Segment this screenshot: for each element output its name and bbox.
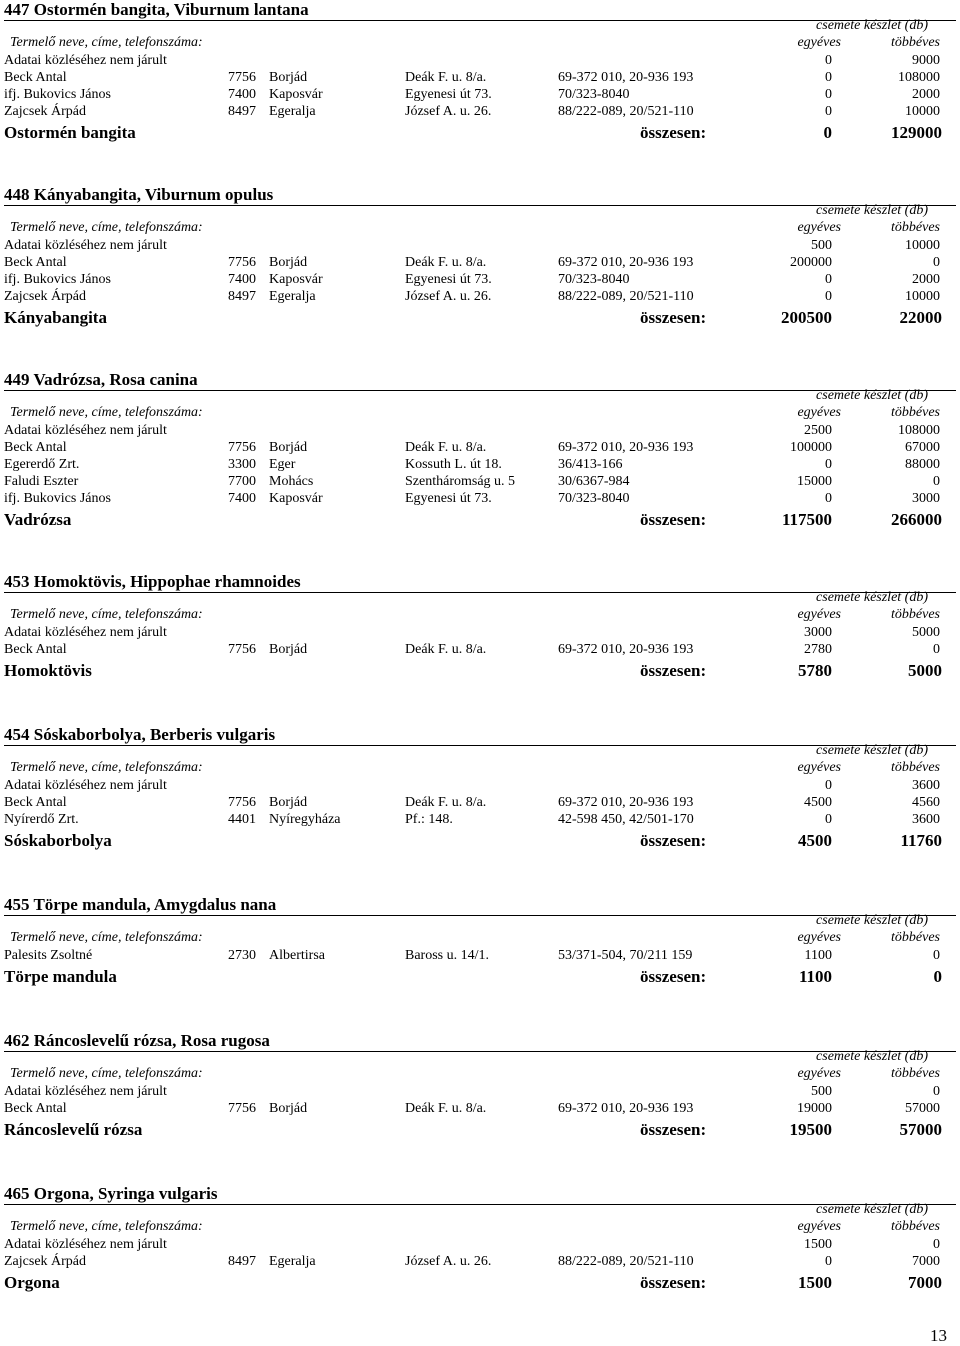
table-row — [4, 103, 956, 120]
street-address: Deák F. u. 8/a. — [405, 1101, 487, 1116]
section-title: 453 Homoktövis, Hippophae rhamnoides — [4, 572, 301, 591]
multi-year-count: 10000 — [905, 104, 940, 119]
producer-header: Termelő neve, címe, telefonszáma: — [10, 607, 203, 622]
producer-header: Termelő neve, címe, telefonszáma: — [10, 1066, 203, 1081]
total-label: összesen: — [640, 123, 707, 142]
producer-header: Termelő neve, címe, telefonszáma: — [10, 1219, 203, 1234]
table-row — [4, 811, 956, 828]
one-year-count: 4500 — [804, 795, 832, 810]
table-row — [4, 439, 956, 456]
one-year-count: 0 — [825, 53, 832, 68]
multi-year-header: többéves — [891, 1219, 940, 1234]
city: Albertirsa — [269, 948, 325, 963]
one-year-count: 0 — [825, 1254, 832, 1269]
column-header-row — [4, 760, 956, 776]
street-address: József A. u. 26. — [405, 104, 492, 119]
column-header-row — [4, 1066, 956, 1082]
total-multi-year: 11760 — [900, 831, 942, 850]
table-row — [4, 271, 956, 288]
multi-year-count: 4560 — [912, 795, 940, 810]
phone-number: 53/371-504, 70/211 159 — [558, 948, 693, 963]
producer-name: Nyírerdő Zrt. — [4, 812, 79, 827]
multi-year-count: 7000 — [912, 1254, 940, 1269]
column-header-row — [4, 405, 956, 421]
total-row — [4, 307, 956, 329]
city: Borjád — [269, 795, 308, 810]
multi-year-count: 9000 — [912, 53, 940, 68]
producer-name: Zajcsek Árpád — [4, 289, 87, 304]
total-row — [4, 122, 956, 144]
total-label: összesen: — [640, 308, 707, 327]
producer-name: Adatai közléséhez nem járult — [4, 625, 167, 640]
page-number: 13 — [930, 1326, 947, 1345]
multi-year-header: többéves — [891, 930, 940, 945]
multi-year-header: többéves — [891, 220, 940, 235]
table-row — [4, 52, 956, 69]
one-year-count: 15000 — [797, 474, 832, 489]
multi-year-count: 2000 — [912, 87, 940, 102]
total-row — [4, 660, 956, 682]
one-year-count: 0 — [825, 457, 832, 472]
column-header-row — [4, 220, 956, 236]
producer-name: Beck Antal — [4, 642, 67, 657]
city: Borjád — [269, 255, 308, 270]
multi-year-count: 108000 — [898, 70, 940, 85]
total-row — [4, 966, 956, 988]
column-header-row — [4, 35, 956, 51]
producer-header: Termelő neve, címe, telefonszáma: — [10, 220, 203, 235]
postal-code: 7756 — [228, 70, 256, 85]
table-row — [4, 86, 956, 103]
phone-number: 69-372 010, 20-936 193 — [558, 642, 694, 657]
producer-name: Adatai közléséhez nem járult — [4, 778, 167, 793]
total-label: összesen: — [640, 1273, 707, 1292]
producer-name: Zajcsek Árpád — [4, 104, 87, 119]
one-year-header: egyéves — [797, 930, 841, 945]
postal-code: 7756 — [228, 795, 256, 810]
postal-code: 7756 — [228, 255, 256, 270]
total-one-year: 19500 — [789, 1120, 832, 1139]
section-title: 447 Ostormén bangita, Viburnum lantana — [4, 0, 309, 19]
street-address: Egyenesi út 73. — [405, 491, 492, 506]
street-address: Egyenesi út 73. — [405, 272, 492, 287]
stock-header: csemete készlet (db) — [816, 1049, 928, 1064]
table-row — [4, 641, 956, 658]
one-year-count: 3000 — [804, 625, 832, 640]
multi-year-count: 3600 — [912, 812, 940, 827]
total-one-year: 1500 — [798, 1273, 832, 1292]
total-multi-year: 5000 — [908, 661, 942, 680]
column-header-row — [4, 1219, 956, 1235]
street-address: Deák F. u. 8/a. — [405, 255, 487, 270]
phone-number: 88/222-089, 20/521-110 — [558, 289, 694, 304]
total-label: összesen: — [640, 831, 707, 850]
street-address: József A. u. 26. — [405, 289, 492, 304]
city: Borjád — [269, 440, 308, 455]
one-year-count: 0 — [825, 289, 832, 304]
street-address: Kossuth L. út 18. — [405, 457, 502, 472]
producer-name: Faludi Eszter — [4, 474, 79, 489]
phone-number: 36/413-166 — [558, 457, 623, 472]
producer-name: Adatai közléséhez nem járult — [4, 1237, 167, 1252]
section-title: 454 Sóskaborbolya, Berberis vulgaris — [4, 725, 276, 744]
postal-code: 7400 — [228, 272, 256, 287]
multi-year-count: 108000 — [898, 423, 940, 438]
city: Borjád — [269, 1101, 308, 1116]
total-one-year: 4500 — [798, 831, 832, 850]
stock-header: csemete készlet (db) — [816, 203, 928, 218]
table-row — [4, 777, 956, 794]
phone-number: 42-598 450, 42/501-170 — [558, 812, 694, 827]
table-row — [4, 1236, 956, 1253]
total-one-year: 200500 — [781, 308, 832, 327]
producer-name: Palesits Zsoltné — [4, 948, 93, 963]
one-year-count: 500 — [811, 1084, 832, 1099]
one-year-count: 0 — [825, 104, 832, 119]
one-year-count: 19000 — [797, 1101, 832, 1116]
table-row — [4, 1083, 956, 1100]
street-address: Deák F. u. 8/a. — [405, 642, 487, 657]
one-year-count: 0 — [825, 87, 832, 102]
producer-name: ifj. Bukovics János — [4, 272, 111, 287]
postal-code: 7700 — [228, 474, 256, 489]
one-year-header: egyéves — [797, 220, 841, 235]
multi-year-count: 0 — [933, 948, 940, 963]
table-row — [4, 624, 956, 641]
total-label: összesen: — [640, 967, 707, 986]
multi-year-count: 10000 — [905, 289, 940, 304]
street-address: Deák F. u. 8/a. — [405, 70, 487, 85]
producer-name: ifj. Bukovics János — [4, 491, 111, 506]
section-title: 455 Törpe mandula, Amygdalus nana — [4, 895, 277, 914]
one-year-count: 100000 — [790, 440, 832, 455]
producer-name: Beck Antal — [4, 795, 67, 810]
producer-name: Beck Antal — [4, 1101, 67, 1116]
column-header-row — [4, 607, 956, 623]
multi-year-count: 3000 — [912, 491, 940, 506]
stock-header: csemete készlet (db) — [816, 913, 928, 928]
multi-year-count: 0 — [933, 255, 940, 270]
producer-name: Adatai közléséhez nem járult — [4, 53, 167, 68]
postal-code: 2730 — [228, 948, 256, 963]
total-name: Sóskaborbolya — [4, 831, 112, 850]
one-year-count: 0 — [825, 812, 832, 827]
one-year-header: egyéves — [797, 405, 841, 420]
city: Kaposvár — [269, 272, 323, 287]
one-year-header: egyéves — [797, 1219, 841, 1234]
phone-number: 70/323-8040 — [558, 87, 630, 102]
one-year-header: egyéves — [797, 1066, 841, 1081]
one-year-count: 0 — [825, 70, 832, 85]
table-row — [4, 1253, 956, 1270]
table-row — [4, 794, 956, 811]
city: Eger — [269, 457, 296, 472]
total-name: Ráncoslevelű rózsa — [4, 1120, 143, 1139]
total-label: összesen: — [640, 661, 707, 680]
city: Kaposvár — [269, 491, 323, 506]
one-year-count: 1100 — [804, 948, 832, 963]
one-year-count: 0 — [825, 778, 832, 793]
phone-number: 30/6367-984 — [558, 474, 630, 489]
one-year-count: 500 — [811, 238, 832, 253]
table-row — [4, 490, 956, 507]
producer-name: Beck Antal — [4, 70, 67, 85]
city: Egeralja — [269, 104, 316, 119]
producer-name: Beck Antal — [4, 440, 67, 455]
phone-number: 70/323-8040 — [558, 272, 630, 287]
multi-year-count: 0 — [933, 1084, 940, 1099]
producer-name: ifj. Bukovics János — [4, 87, 111, 102]
street-address: Deák F. u. 8/a. — [405, 440, 487, 455]
street-address: Deák F. u. 8/a. — [405, 795, 487, 810]
stock-header: csemete készlet (db) — [816, 1202, 928, 1217]
total-row — [4, 509, 956, 531]
multi-year-header: többéves — [891, 405, 940, 420]
multi-year-count: 88000 — [905, 457, 940, 472]
table-row — [4, 947, 956, 964]
city: Nyíregyháza — [269, 812, 341, 827]
producer-header: Termelő neve, címe, telefonszáma: — [10, 930, 203, 945]
table-row — [4, 1100, 956, 1117]
postal-code: 8497 — [228, 104, 256, 119]
one-year-header: egyéves — [797, 760, 841, 775]
city: Borjád — [269, 642, 308, 657]
one-year-header: egyéves — [797, 607, 841, 622]
total-label: összesen: — [640, 510, 707, 529]
postal-code: 3300 — [228, 457, 256, 472]
total-label: összesen: — [640, 1120, 707, 1139]
total-multi-year: 266000 — [891, 510, 942, 529]
total-name: Homoktövis — [4, 661, 92, 680]
one-year-count: 200000 — [790, 255, 832, 270]
stock-header: csemete készlet (db) — [816, 388, 928, 403]
total-name: Vadrózsa — [4, 510, 72, 529]
total-one-year: 5780 — [798, 661, 832, 680]
total-multi-year: 0 — [933, 967, 942, 986]
producer-name: Adatai közléséhez nem járult — [4, 238, 167, 253]
multi-year-header: többéves — [891, 1066, 940, 1081]
one-year-count: 1500 — [804, 1237, 832, 1252]
postal-code: 7400 — [228, 491, 256, 506]
total-name: Ostormén bangita — [4, 123, 136, 142]
street-address: József A. u. 26. — [405, 1254, 492, 1269]
postal-code: 7756 — [228, 1101, 256, 1116]
stock-header: csemete készlet (db) — [816, 590, 928, 605]
multi-year-count: 0 — [933, 1237, 940, 1252]
multi-year-header: többéves — [891, 35, 940, 50]
street-address: Egyenesi út 73. — [405, 87, 492, 102]
phone-number: 69-372 010, 20-936 193 — [558, 440, 694, 455]
table-row — [4, 237, 956, 254]
phone-number: 88/222-089, 20/521-110 — [558, 1254, 694, 1269]
total-multi-year: 7000 — [908, 1273, 942, 1292]
total-name: Orgona — [4, 1273, 60, 1292]
section-title: 448 Kányabangita, Viburnum opulus — [4, 185, 274, 204]
total-name: Kányabangita — [4, 308, 107, 327]
producer-name: Egererdő Zrt. — [4, 457, 80, 472]
table-row — [4, 473, 956, 490]
total-name: Törpe mandula — [4, 967, 117, 986]
phone-number: 69-372 010, 20-936 193 — [558, 795, 694, 810]
multi-year-header: többéves — [891, 760, 940, 775]
one-year-count: 2780 — [804, 642, 832, 657]
multi-year-count: 57000 — [905, 1101, 940, 1116]
table-row — [4, 422, 956, 439]
total-multi-year: 129000 — [891, 123, 942, 142]
multi-year-count: 10000 — [905, 238, 940, 253]
column-header-row — [4, 930, 956, 946]
multi-year-count: 0 — [933, 642, 940, 657]
postal-code: 7756 — [228, 440, 256, 455]
table-row — [4, 288, 956, 305]
phone-number: 70/323-8040 — [558, 491, 630, 506]
city: Egeralja — [269, 1254, 316, 1269]
city: Egeralja — [269, 289, 316, 304]
one-year-header: egyéves — [797, 35, 841, 50]
stock-header: csemete készlet (db) — [816, 18, 928, 33]
multi-year-count: 3600 — [912, 778, 940, 793]
multi-year-header: többéves — [891, 607, 940, 622]
table-row — [4, 69, 956, 86]
street-address: Baross u. 14/1. — [405, 948, 489, 963]
total-one-year: 0 — [823, 123, 832, 142]
one-year-count: 0 — [825, 272, 832, 287]
total-multi-year: 57000 — [899, 1120, 942, 1139]
phone-number: 88/222-089, 20/521-110 — [558, 104, 694, 119]
total-row — [4, 1119, 956, 1141]
producer-name: Beck Antal — [4, 255, 67, 270]
table-row — [4, 254, 956, 271]
producer-header: Termelő neve, címe, telefonszáma: — [10, 760, 203, 775]
section-title: 462 Ráncoslevelű rózsa, Rosa rugosa — [4, 1031, 270, 1050]
postal-code: 7400 — [228, 87, 256, 102]
phone-number: 69-372 010, 20-936 193 — [558, 70, 694, 85]
multi-year-count: 0 — [933, 474, 940, 489]
section-title: 465 Orgona, Syringa vulgaris — [4, 1184, 218, 1203]
city: Mohács — [269, 474, 314, 489]
one-year-count: 2500 — [804, 423, 832, 438]
one-year-count: 0 — [825, 491, 832, 506]
section-title: 449 Vadrózsa, Rosa canina — [4, 370, 198, 389]
table-row — [4, 456, 956, 473]
street-address: Szentháromság u. 5 — [405, 474, 516, 489]
street-address: Pf.: 148. — [405, 812, 453, 827]
postal-code: 8497 — [228, 289, 256, 304]
phone-number: 69-372 010, 20-936 193 — [558, 255, 694, 270]
postal-code: 8497 — [228, 1254, 256, 1269]
producer-name: Zajcsek Árpád — [4, 1254, 87, 1269]
total-multi-year: 22000 — [899, 308, 942, 327]
total-one-year: 1100 — [798, 967, 832, 986]
producer-header: Termelő neve, címe, telefonszáma: — [10, 405, 203, 420]
multi-year-count: 67000 — [905, 440, 940, 455]
stock-header: csemete készlet (db) — [816, 743, 928, 758]
producer-header: Termelő neve, címe, telefonszáma: — [10, 35, 203, 50]
city: Borjád — [269, 70, 308, 85]
producer-name: Adatai közléséhez nem járult — [4, 423, 167, 438]
total-one-year: 117500 — [781, 510, 832, 529]
multi-year-count: 2000 — [912, 272, 940, 287]
postal-code: 7756 — [228, 642, 256, 657]
city: Kaposvár — [269, 87, 323, 102]
postal-code: 4401 — [228, 812, 256, 827]
total-row — [4, 830, 956, 852]
total-row — [4, 1272, 956, 1294]
producer-name: Adatai közléséhez nem járult — [4, 1084, 167, 1099]
multi-year-count: 5000 — [912, 625, 940, 640]
phone-number: 69-372 010, 20-936 193 — [558, 1101, 694, 1116]
